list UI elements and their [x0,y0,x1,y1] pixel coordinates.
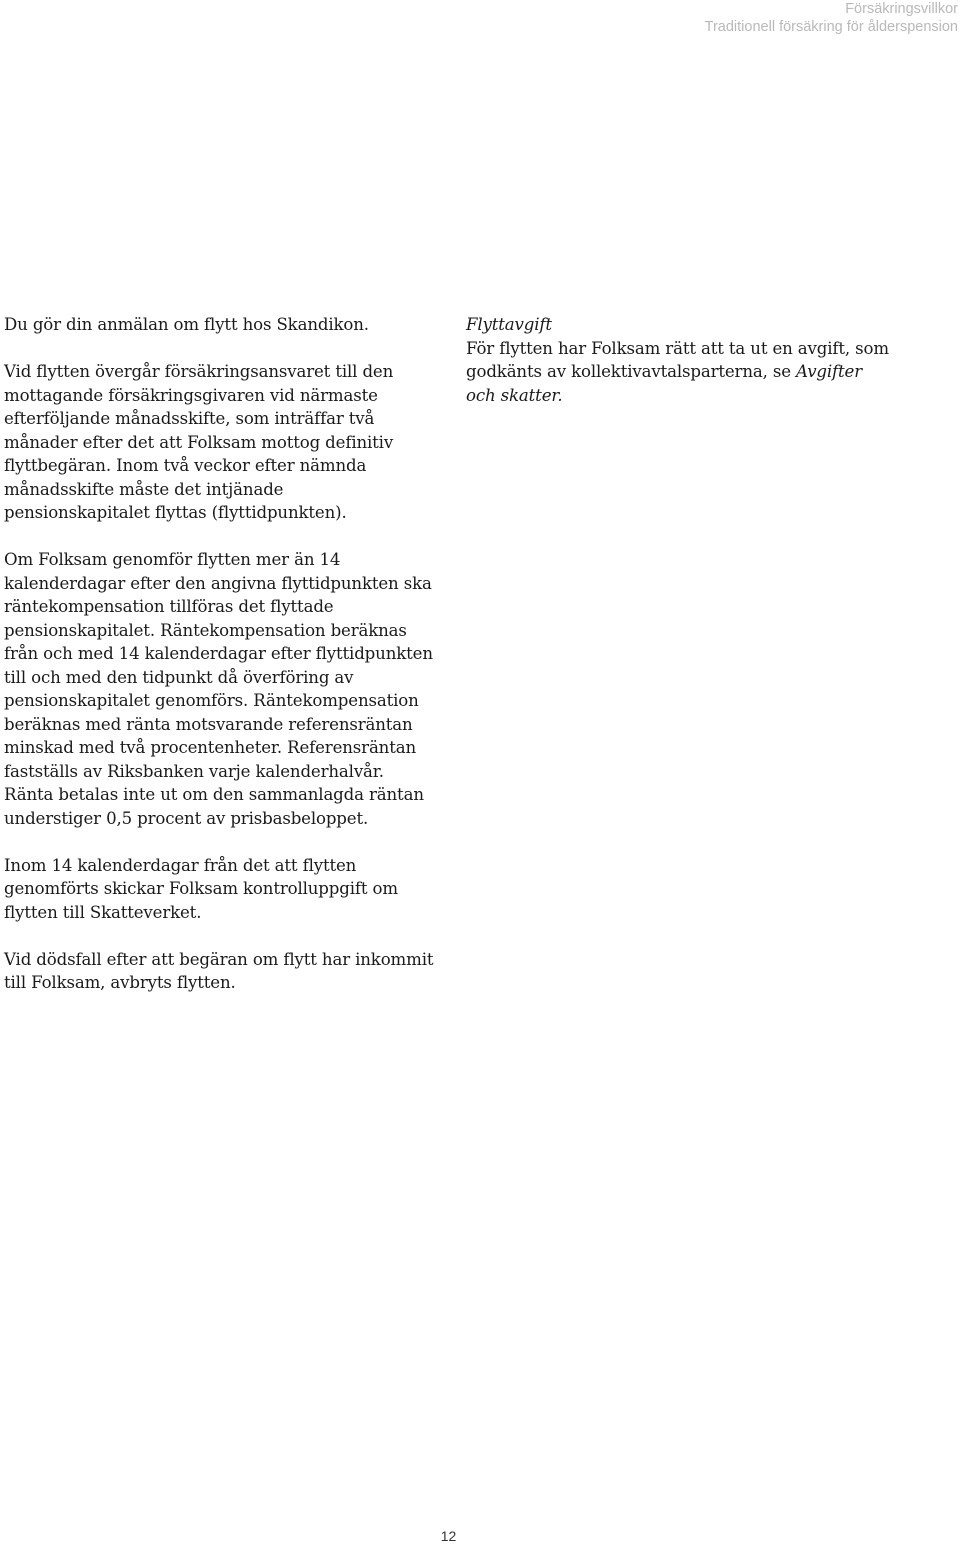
left-column [4,313,434,1018]
right-column [466,313,896,407]
section-heading-flyttavgift: Flyttavgift [466,315,552,334]
paragraph-interest-compensation: Om Folksam genomför flytten mer än 14 kalenderdagar efter den angivna flyttidpunkten ska räntekompensation tillföras det flyttade pensionskapitalet. Räntekompensation beräknas från och med 14 kalenderdagar efter flyttidpunkten till och med den tidpunkt då överföring av pensionskapitalet genomförs. Räntekompensation beräknas med ränta motsvarande referensräntan minskad med två procentenheter. Referensräntan fastställs av Riksbanken varje kalenderhalvår. Ränta betalas inte ut om den sammanlagda räntan understiger 0,5 procent av prisbasbeloppet. [4,550,433,828]
page-header [705,0,958,36]
paragraph-moving-fee [466,337,896,408]
header-subtitle: Traditionell försäkring för ålderspension [704,19,958,35]
paragraph-death-cancellation: Vid dödsfall efter att begäran om flytt har inkommit till Folksam, avbryts flytten. [4,949,434,992]
paragraph-transfer-responsibility: Vid flytten övergår försäkringsansvaret till den mottagande försäkringsgivaren vid närmaste efterföljande månadsskifte, som inträffar två månader efter det att Folksam mottog definitiv flyttbegäran. Inom två veckor efter nämnda månadsskifte måste det intjänade pensionskapitalet flyttas (flyttidpunkten). [4,362,394,522]
page-number: 12 [440,1528,457,1544]
moving-fee-text: För flytten har Folksam rätt att ta ut en avgift, som godkänts av kollektivavtalsparterna, se [466,338,889,381]
paragraph-registration: Du gör din anmälan om flytt hos Skandikon. [4,315,369,334]
header-title: Försäkringsvillkor [845,1,958,17]
paragraph-control-report: Inom 14 kalenderdagar från det att flytten genomförts skickar Folksam kontrolluppgift om flytten till Skatteverket. [4,855,398,922]
fees-and-taxes-reference: Avgifter och skatter. [466,362,863,405]
